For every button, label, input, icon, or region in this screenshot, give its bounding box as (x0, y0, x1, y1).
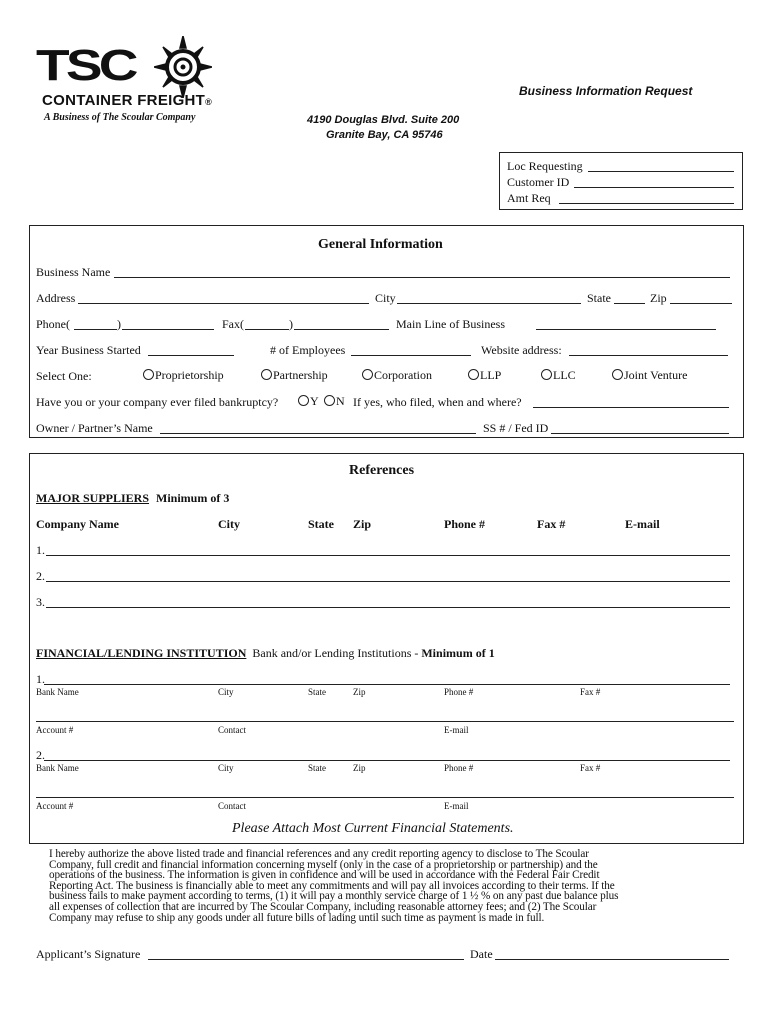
bank-1-number: 1. (36, 672, 45, 686)
address-line2: Granite Bay, CA 95746 (326, 129, 443, 141)
state-label: State (587, 291, 611, 305)
financial-institution-label: FINANCIAL/LENDING INSTITUTION (36, 646, 247, 660)
bankruptcy-details-field[interactable] (533, 407, 729, 408)
bank-1-phone-label: Phone # (444, 687, 474, 697)
business-name-label: Business Name (36, 265, 111, 279)
sun-emblem-icon (154, 36, 212, 98)
financial-institution-desc: Bank and/or Lending Institutions - (252, 646, 419, 660)
option-joint-venture[interactable] (612, 368, 687, 383)
bank-1-zip-label: Zip (353, 687, 366, 697)
authorization-line: Company may refuse to ship any goods under all future bills of lading until such time as payment is made in full. (49, 911, 545, 924)
radio-llc[interactable] (541, 369, 552, 380)
logo-letters: TSC (36, 41, 135, 90)
year-started-field[interactable] (148, 355, 234, 356)
col-company-name: Company Name (36, 517, 119, 531)
radio-corporation[interactable] (362, 369, 373, 380)
zip-label: Zip (650, 291, 667, 305)
website-field[interactable] (569, 355, 728, 356)
bankruptcy-no-label: N (336, 394, 345, 408)
city-field[interactable] (397, 303, 581, 304)
company-logo (36, 36, 226, 128)
bank-2-number: 2. (36, 748, 45, 762)
bankruptcy-followup-label: If yes, who filed, when and where? (353, 395, 522, 409)
option-proprietorship-label: Proprietorship (155, 368, 224, 382)
option-partnership-label: Partnership (273, 368, 328, 382)
authorization-line: operations of the business. The information is given in confidence and will be used in accordance with the Federal Fair Credit (49, 869, 600, 882)
col-city: City (218, 517, 240, 531)
bank-1-contact-label: Contact (218, 725, 246, 735)
authorization-line: Reporting Act. The business is financially able to meet any commitments and will pay all invoices according to their terms. If the (49, 879, 615, 892)
applicant-signature-label: Applicant’s Signature (36, 947, 141, 961)
bank-2-contact-label: Contact (218, 801, 246, 811)
loc-requesting-label: Loc Requesting (507, 159, 583, 173)
radio-proprietorship[interactable] (143, 369, 154, 380)
logo-line1-text: CONTAINER FREIGHT (42, 92, 206, 109)
bank-1-fax-label: Fax # (580, 687, 601, 697)
bank-2-account-field[interactable] (36, 797, 734, 798)
bank-2-account-label: Account # (36, 801, 74, 811)
fax-number-field[interactable] (294, 329, 389, 330)
form-title: Business Information Request (519, 84, 693, 98)
website-label: Website address: (481, 343, 562, 357)
option-corporation[interactable] (362, 368, 432, 383)
bank-1-email-label: E-mail (444, 725, 469, 735)
amt-req-field[interactable] (559, 203, 734, 204)
col-email: E-mail (625, 517, 660, 531)
supplier-row-1-field[interactable] (46, 555, 730, 556)
supplier-row-2-number: 2. (36, 569, 45, 583)
bank-2-city-label: City (218, 763, 234, 773)
general-information-heading: General Information (318, 237, 443, 252)
bank-1-state-label: State (308, 687, 326, 697)
owner-name-field[interactable] (160, 433, 476, 434)
col-phone: Phone # (444, 517, 486, 531)
logo-tagline: A Business of The Scoular Company (44, 112, 196, 123)
bankruptcy-question: Have you or your company ever filed bankruptcy? (36, 395, 279, 409)
supplier-row-3-number: 3. (36, 595, 45, 609)
bank-2-name-label: Bank Name (36, 763, 79, 773)
address-field[interactable] (78, 303, 369, 304)
bankruptcy-no[interactable] (324, 394, 345, 409)
option-llp[interactable] (468, 368, 501, 383)
fax-close-paren: ) (289, 317, 293, 331)
references-heading: References (349, 463, 415, 478)
authorization-line: business fails to make payment according to terms, (1) it will pay a monthly service charge of 1 ½ % on any past due balance plus (49, 890, 619, 903)
phone-close-paren: ) (117, 317, 121, 331)
bank-2-phone-label: Phone # (444, 763, 474, 773)
minimum-3-label: Minimum of 3 (156, 491, 230, 505)
state-field[interactable] (614, 303, 645, 304)
date-field[interactable] (495, 959, 729, 960)
bank-2-email-label: E-mail (444, 801, 469, 811)
authorization-line: I hereby authorize the above listed trade and financial references and any credit reporting agency to disclose to The Scoular (49, 848, 589, 860)
employees-field[interactable] (351, 355, 471, 356)
main-line-of-business-field[interactable] (536, 329, 716, 330)
major-suppliers-label: MAJOR SUPPLIERS (36, 491, 150, 505)
date-label: Date (470, 947, 493, 961)
zip-field[interactable] (670, 303, 732, 304)
option-llp-label: LLP (480, 368, 502, 382)
bankruptcy-yes-label: Y (310, 394, 319, 408)
bank-1-account-field[interactable] (36, 721, 734, 722)
col-fax: Fax # (537, 517, 566, 531)
phone-number-field[interactable] (122, 329, 214, 330)
fax-area-code-field[interactable] (245, 329, 289, 330)
registered-mark: ® (205, 97, 213, 107)
bank-2-info-field[interactable] (44, 760, 730, 761)
option-proprietorship[interactable] (143, 368, 224, 383)
supplier-row-3-field[interactable] (46, 607, 730, 608)
option-llc[interactable] (541, 368, 576, 383)
col-state: State (308, 517, 334, 531)
applicant-signature-field[interactable] (148, 959, 464, 960)
business-name-field[interactable] (114, 277, 730, 278)
city-label: City (375, 291, 396, 305)
employees-label: # of Employees (270, 343, 346, 357)
ss-fed-id-field[interactable] (551, 433, 729, 434)
radio-bankruptcy-no[interactable] (324, 395, 335, 406)
ss-fed-id-label: SS # / Fed ID (483, 421, 549, 435)
radio-partnership[interactable] (261, 369, 272, 380)
option-corporation-label: Corporation (374, 368, 432, 382)
logo-line1 (42, 92, 212, 109)
bank-1-city-label: City (218, 687, 234, 697)
customer-id-label: Customer ID (507, 175, 570, 189)
radio-joint-venture[interactable] (612, 369, 623, 380)
option-partnership[interactable] (261, 368, 328, 383)
bank-2-zip-label: Zip (353, 763, 366, 773)
minimum-1-label: Minimum of 1 (421, 646, 495, 660)
authorization-line: Company, full credit and financial information concerning myself (only in the case of a proprietorship or partnership) and the (49, 858, 598, 871)
col-zip: Zip (353, 517, 372, 531)
financial-institution-heading (36, 646, 495, 661)
select-one-label: Select One: (36, 369, 92, 383)
option-joint-venture-label: Joint Venture (624, 368, 688, 382)
address-label: Address (36, 291, 76, 305)
radio-llp[interactable] (468, 369, 479, 380)
supplier-row-2-field[interactable] (46, 581, 730, 582)
fax-label: Fax( (222, 317, 244, 331)
attach-financial-statements: Please Attach Most Current Financial Statements. (232, 821, 514, 836)
bank-1-name-label: Bank Name (36, 687, 79, 697)
amt-req-label: Amt Req (507, 191, 551, 205)
bank-2-state-label: State (308, 763, 326, 773)
phone-area-code-field[interactable] (74, 329, 117, 330)
authorization-line: all expenses of collection that are incurred by The Scoular Company, including reasonable attorney fees; and (2) The Scoular (49, 900, 597, 913)
bank-1-info-field[interactable] (44, 684, 730, 685)
authorization-paragraph (49, 849, 739, 923)
option-llc-label: LLC (553, 368, 576, 382)
supplier-row-1-number: 1. (36, 543, 45, 557)
loc-requesting-field[interactable] (588, 171, 734, 172)
major-suppliers-heading (36, 491, 229, 506)
year-started-label: Year Business Started (36, 343, 141, 357)
main-line-of-business-label: Main Line of Business (396, 317, 505, 331)
bank-2-fax-label: Fax # (580, 763, 601, 773)
phone-label: Phone( (36, 317, 70, 331)
customer-id-field[interactable] (574, 187, 734, 188)
bankruptcy-yes[interactable] (298, 394, 319, 409)
owner-name-label: Owner / Partner’s Name (36, 421, 153, 435)
address-line1: 4190 Douglas Blvd. Suite 200 (307, 114, 460, 126)
radio-bankruptcy-yes[interactable] (298, 395, 309, 406)
bank-1-account-label: Account # (36, 725, 74, 735)
